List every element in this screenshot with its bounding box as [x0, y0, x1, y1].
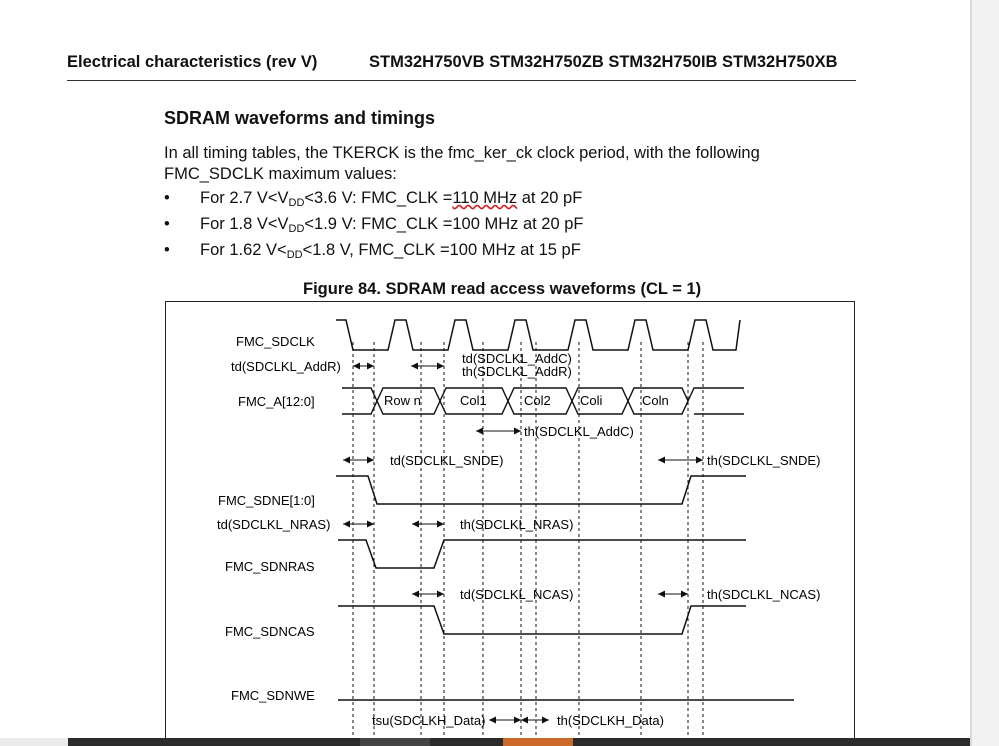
header-rule [67, 80, 856, 81]
nras-waveform [338, 540, 746, 568]
bullet-text [200, 186, 582, 215]
intro-paragraph: In all timing tables, the TKERCK is the fmc_ker_ck clock period, with the following FMC_SDCLK maximum values: [164, 144, 760, 183]
bullet-text-part: <1.9 V: FMC_CLK =100 MHz at 20 pF [304, 215, 584, 233]
bus-coli-label: Coli [580, 393, 603, 408]
signal-label-sdne: FMC_SDNE[1:0] [218, 493, 315, 508]
section-title: SDRAM waveforms and timings [164, 108, 436, 128]
signal-label-sdclk: FMC_SDCLK [236, 334, 315, 349]
timing-label-td-ncas: td(SDCLKL_NCAS) [460, 587, 574, 602]
ncas-waveform [338, 606, 746, 634]
bullet-text-part: For 2.7 V<V [200, 189, 289, 207]
bus-coln-label: Coln [642, 393, 669, 408]
header-section-title: Electrical characteristics (rev V) [67, 53, 318, 71]
bullet-subscript: DD [286, 249, 303, 261]
highlighted-frequency: 110 MHz [452, 189, 518, 207]
timing-label-td-addc: td(SDCLKL_AddC) [462, 351, 572, 366]
timing-label-th-nras: th(SDCLKL_NRAS) [460, 517, 574, 532]
sdne-waveform [336, 476, 746, 504]
timing-diagram-svg [166, 302, 855, 741]
timing-label-td-addr: td(SDCLKL_AddR) [231, 359, 341, 374]
bullet-text-part: <3.6 V: FMC_CLK = [304, 189, 453, 207]
viewer-bottom-gutter [0, 738, 68, 746]
timing-label-th-addc: th(SDCLKL_AddC) [524, 424, 634, 439]
timing-arrows [343, 366, 703, 720]
bullet-text [200, 212, 584, 241]
signal-label-addr: FMC_A[12:0] [238, 394, 315, 409]
bullet-text-part: at 20 pF [517, 189, 583, 207]
viewer-gutter [972, 0, 999, 746]
timing-label-th-ncas: th(SDCLKL_NCAS) [707, 587, 821, 602]
timing-diagram [165, 301, 855, 741]
bus-col2-label: Col2 [524, 393, 551, 408]
bullet-icon: • [164, 215, 170, 233]
sdclk-waveform [336, 320, 740, 350]
signal-label-nwe: FMC_SDNWE [231, 688, 315, 703]
figure-title: Figure 84. SDRAM read access waveforms (CL = 1) [303, 280, 702, 298]
signal-label-ncas: FMC_SDNCAS [225, 624, 315, 639]
bullet-icon: • [164, 241, 170, 259]
timing-label-td-snde: td(SDCLKL_SNDE) [390, 453, 504, 468]
bus-row-label: Row n [384, 393, 421, 408]
bullet-text [200, 238, 581, 267]
header-part-numbers: STM32H750VB STM32H750ZB STM32H750IB STM32H750XB [369, 53, 838, 71]
timing-label-td-nras: td(SDCLKL_NRAS) [217, 517, 331, 532]
timing-label-th-snde: th(SDCLKL_SNDE) [707, 453, 821, 468]
timing-label-tsu-data: tsu(SDCLKH_Data) [372, 713, 486, 728]
scrollbar-thumb[interactable] [503, 738, 573, 746]
timing-label-th-addr: th(SDCLKL_AddR) [462, 364, 572, 379]
bus-col1-label: Col1 [460, 393, 487, 408]
bullet-text-part: <1.8 V, FMC_CLK =100 MHz at 15 pF [302, 241, 581, 259]
bullet-text-part: For 1.8 V<V [200, 215, 289, 233]
bullet-text-part: For 1.62 V< [200, 241, 287, 259]
bullet-icon: • [164, 189, 170, 207]
bullet-subscript: DD [288, 197, 305, 209]
scrollbar-segment[interactable] [360, 738, 430, 746]
timing-label-th-data: th(SDCLKH_Data) [557, 713, 664, 728]
signal-label-nras: FMC_SDNRAS [225, 559, 315, 574]
bullet-subscript: DD [288, 223, 305, 235]
